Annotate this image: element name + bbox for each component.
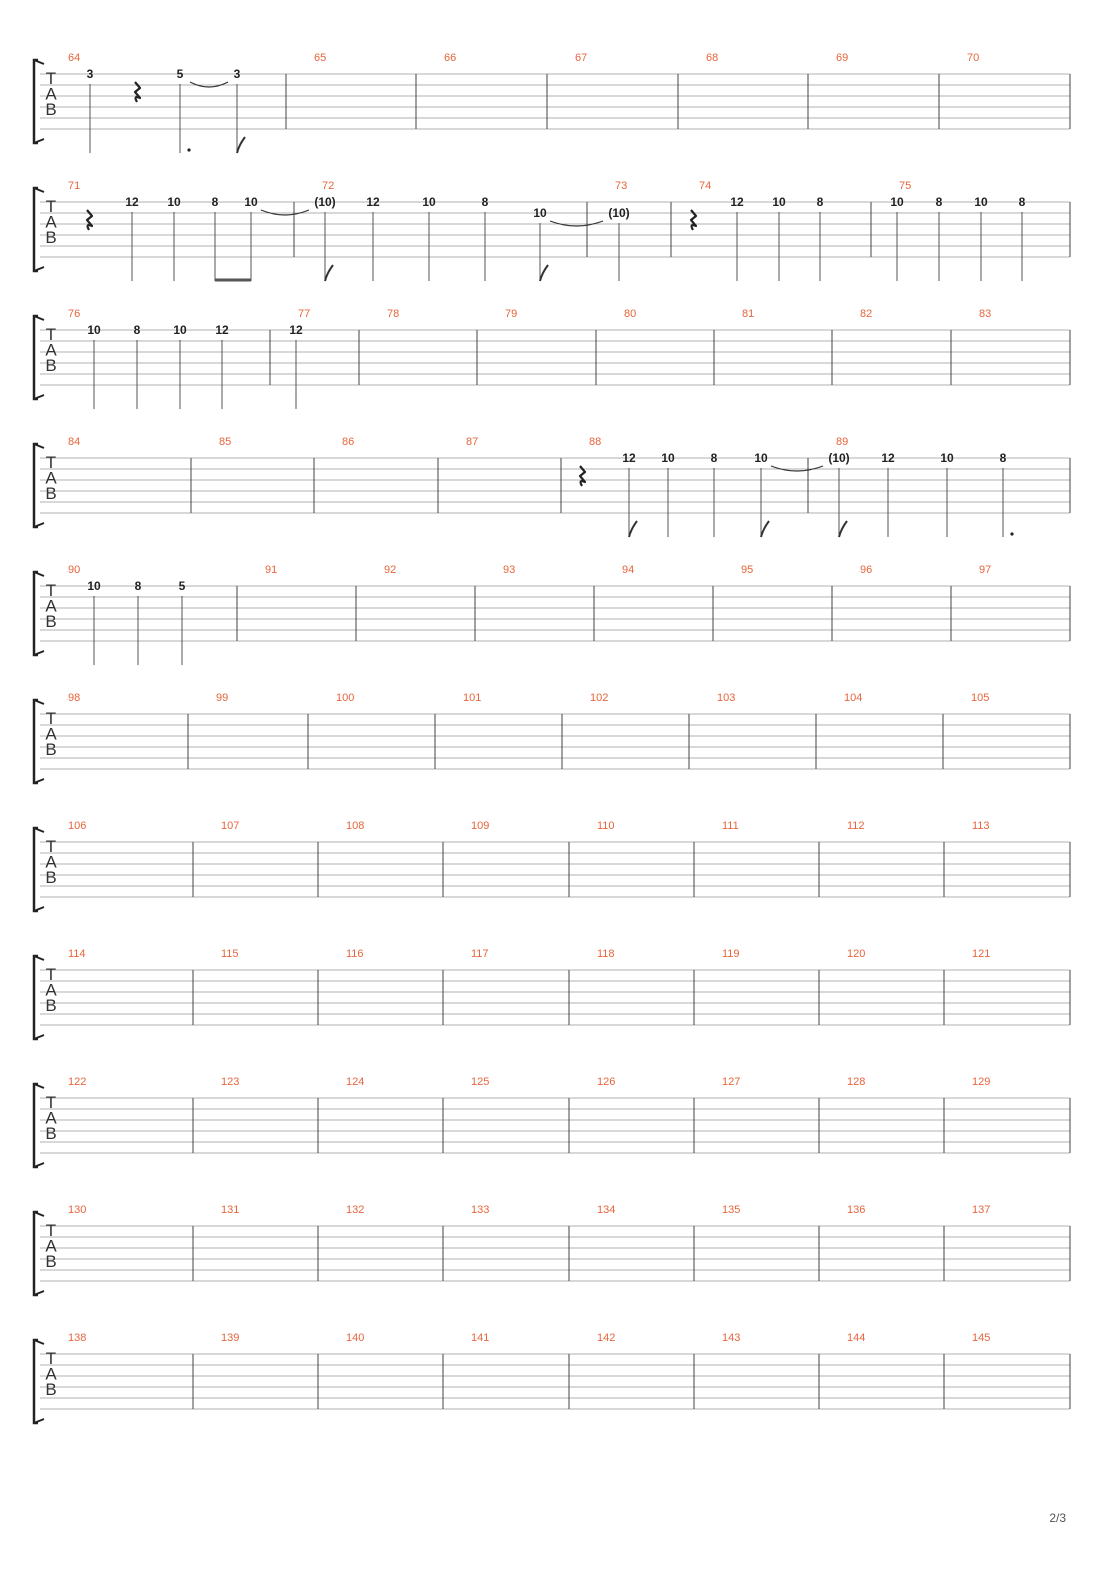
- measure-number: 76: [68, 308, 81, 320]
- measure-number: 80: [624, 308, 637, 320]
- tab-clef-letter: B: [45, 996, 57, 1015]
- measure-number: 108: [346, 820, 365, 832]
- tab-clef-letter: T: [45, 69, 57, 88]
- measure-number: 140: [346, 1332, 365, 1344]
- measure-number: 77: [298, 308, 311, 320]
- bracket-hook-bottom: [34, 779, 44, 783]
- measure-number: 105: [971, 692, 990, 704]
- measure-number: 92: [384, 564, 397, 576]
- tab-clef-letter: B: [45, 1124, 57, 1143]
- tab-clef-letter: A: [45, 852, 57, 872]
- measure-number: 125: [471, 1076, 490, 1088]
- bracket-hook-bottom: [34, 395, 44, 399]
- fret-number: 10: [87, 579, 101, 593]
- bracket-hook-top: [34, 700, 44, 704]
- fret-number: 8: [481, 195, 489, 209]
- measure-number: 139: [221, 1332, 240, 1344]
- bracket-hook-top: [34, 188, 44, 192]
- fret-number: (10): [828, 451, 850, 465]
- measure-number: 100: [336, 692, 355, 704]
- fret-number: 12: [622, 451, 636, 465]
- tab-clef-letter: A: [45, 1108, 57, 1128]
- system-bracket: [34, 828, 38, 911]
- note-flag: [839, 521, 847, 537]
- bracket-hook-top: [34, 1084, 44, 1088]
- tab-clef-letter: A: [45, 1236, 57, 1256]
- fret-number: 12: [215, 323, 229, 337]
- measure-number: 123: [221, 1076, 240, 1088]
- bracket-hook-bottom: [34, 1419, 44, 1423]
- measure-number: 106: [68, 820, 87, 832]
- fret-number: (10): [608, 206, 630, 220]
- tab-clef-letter: B: [45, 1252, 57, 1271]
- measure-number: 124: [346, 1076, 365, 1088]
- bracket-hook-top: [34, 1340, 44, 1344]
- measure-number: 65: [314, 52, 327, 64]
- measure-number: 99: [216, 692, 229, 704]
- measure-number: 73: [615, 180, 628, 192]
- note-flag: [629, 521, 637, 537]
- tab-clef-letter: B: [45, 1380, 57, 1399]
- tab-system: [34, 436, 1070, 537]
- fret-number: 5: [176, 67, 184, 81]
- measure-number: 103: [717, 692, 736, 704]
- fret-number: 5: [178, 579, 186, 593]
- system-bracket: [34, 60, 38, 143]
- measure-number: 118: [597, 948, 615, 960]
- tab-system: [34, 1332, 1070, 1423]
- tab-clef-letter: A: [45, 724, 57, 744]
- measure-number: 95: [741, 564, 754, 576]
- measure-number: 132: [346, 1204, 365, 1216]
- bracket-hook-top: [34, 956, 44, 960]
- measure-number: 74: [699, 180, 712, 192]
- tab-clef-letter: T: [45, 837, 57, 856]
- measure-number: 115: [221, 948, 239, 960]
- measure-number: 101: [463, 692, 482, 704]
- system-bracket: [34, 188, 38, 271]
- tab-system: [34, 820, 1070, 911]
- tab-clef-letter: A: [45, 84, 57, 104]
- tab-clef-letter: A: [45, 340, 57, 360]
- system-bracket: [34, 572, 38, 655]
- measure-number: 72: [322, 180, 335, 192]
- tab-system: [34, 564, 1070, 665]
- tab-clef-letter: B: [45, 740, 57, 759]
- measure-number: 107: [221, 820, 240, 832]
- measure-number: 64: [68, 52, 81, 64]
- measure-number: 102: [590, 692, 609, 704]
- tab-clef-letter: T: [45, 453, 57, 472]
- tab-clef-letter: B: [45, 228, 57, 247]
- measure-number: 143: [722, 1332, 741, 1344]
- measure-number: 114: [68, 948, 86, 960]
- measure-number: 90: [68, 564, 81, 576]
- bracket-hook-top: [34, 60, 44, 64]
- measure-number: 94: [622, 564, 635, 576]
- system-bracket: [34, 700, 38, 783]
- measure-number: 127: [722, 1076, 741, 1088]
- fret-number: 8: [710, 451, 718, 465]
- fret-number: 12: [125, 195, 139, 209]
- measure-number: 96: [860, 564, 873, 576]
- fret-number: (10): [314, 195, 336, 209]
- tab-system: [34, 1076, 1070, 1167]
- measure-number: 142: [597, 1332, 616, 1344]
- note-flag: [761, 521, 769, 537]
- tab-system: [34, 692, 1070, 783]
- bracket-hook-bottom: [34, 1035, 44, 1039]
- note-flag: [540, 265, 548, 281]
- measure-number: 137: [972, 1204, 991, 1216]
- measure-number: 70: [967, 52, 980, 64]
- tab-clef-letter: T: [45, 1221, 57, 1240]
- measure-number: 131: [221, 1204, 240, 1216]
- tab-clef-letter: T: [45, 1349, 57, 1368]
- measure-number: 68: [706, 52, 719, 64]
- fret-number: 3: [86, 67, 94, 81]
- fret-number: 8: [999, 451, 1007, 465]
- system-bracket: [34, 1340, 38, 1423]
- fret-number: 10: [167, 195, 181, 209]
- bracket-hook-top: [34, 572, 44, 576]
- measure-number: 79: [505, 308, 518, 320]
- measure-number: 128: [847, 1076, 866, 1088]
- fret-number: 10: [422, 195, 436, 209]
- measure-number: 98: [68, 692, 81, 704]
- fret-number: 10: [244, 195, 258, 209]
- system-bracket: [34, 444, 38, 527]
- tab-clef-letter: T: [45, 1093, 57, 1112]
- fret-number: 8: [1018, 195, 1026, 209]
- measure-number: 120: [847, 948, 866, 960]
- tab-clef-letter: T: [45, 197, 57, 216]
- measure-number: 89: [836, 436, 849, 448]
- bracket-hook-top: [34, 1212, 44, 1216]
- fret-number: 12: [881, 451, 895, 465]
- system-bracket: [34, 956, 38, 1039]
- measure-number: 66: [444, 52, 457, 64]
- tab-clef-letter: T: [45, 965, 57, 984]
- measure-number: 141: [471, 1332, 490, 1344]
- fret-number: 10: [533, 206, 547, 220]
- measure-number: 83: [979, 308, 992, 320]
- measure-number: 88: [589, 436, 602, 448]
- note-flag: [237, 137, 245, 153]
- fret-number: 8: [134, 579, 142, 593]
- bracket-hook-top: [34, 316, 44, 320]
- bracket-hook-bottom: [34, 523, 44, 527]
- page-number: 2/3: [1049, 1511, 1066, 1525]
- tab-system: [34, 180, 1070, 281]
- measure-number: 69: [836, 52, 849, 64]
- system-bracket: [34, 1212, 38, 1295]
- measure-number: 82: [860, 308, 873, 320]
- fret-number: 8: [133, 323, 141, 337]
- measure-number: 134: [597, 1204, 616, 1216]
- measure-number: 113: [972, 820, 990, 832]
- note-flag: [325, 265, 333, 281]
- measure-number: 112: [847, 820, 865, 832]
- bracket-hook-bottom: [34, 139, 44, 143]
- fret-number: 8: [211, 195, 219, 209]
- measure-number: 86: [342, 436, 355, 448]
- measure-number: 110: [597, 820, 615, 832]
- measure-number: 126: [597, 1076, 616, 1088]
- measure-number: 71: [68, 180, 81, 192]
- fret-number: 12: [366, 195, 380, 209]
- tab-clef-letter: A: [45, 1364, 57, 1384]
- system-bracket: [34, 316, 38, 399]
- fret-number: 10: [87, 323, 101, 337]
- measure-number: 135: [722, 1204, 741, 1216]
- tab-system: [34, 308, 1070, 409]
- fret-number: 12: [289, 323, 303, 337]
- duration-dot: [187, 148, 190, 151]
- measure-number: 130: [68, 1204, 87, 1216]
- duration-dot: [1010, 532, 1013, 535]
- tab-system: [34, 52, 1070, 153]
- bracket-hook-bottom: [34, 1163, 44, 1167]
- measure-number: 67: [575, 52, 588, 64]
- fret-number: 10: [754, 451, 768, 465]
- fret-number: 10: [173, 323, 187, 337]
- fret-number: 8: [816, 195, 824, 209]
- measure-number: 111: [722, 820, 739, 832]
- tab-clef-letter: A: [45, 596, 57, 616]
- tab-clef-letter: A: [45, 468, 57, 488]
- tab-system: [34, 1204, 1070, 1295]
- tab-clef-letter: B: [45, 612, 57, 631]
- measure-number: 78: [387, 308, 400, 320]
- measure-number: 133: [471, 1204, 490, 1216]
- measure-number: 136: [847, 1204, 866, 1216]
- measure-number: 104: [844, 692, 863, 704]
- tab-clef-letter: B: [45, 484, 57, 503]
- tab-clef-letter: T: [45, 325, 57, 344]
- measure-number: 138: [68, 1332, 87, 1344]
- bracket-hook-bottom: [34, 651, 44, 655]
- tab-clef-letter: A: [45, 212, 57, 232]
- measure-number: 122: [68, 1076, 87, 1088]
- fret-number: 3: [233, 67, 241, 81]
- fret-number: 10: [661, 451, 675, 465]
- measure-number: 144: [847, 1332, 866, 1344]
- measure-number: 117: [471, 948, 489, 960]
- measure-number: 145: [972, 1332, 991, 1344]
- tab-clef-letter: B: [45, 356, 57, 375]
- measure-number: 97: [979, 564, 992, 576]
- measure-number: 119: [722, 948, 740, 960]
- measure-number: 75: [899, 180, 912, 192]
- tab-clef-letter: A: [45, 980, 57, 1000]
- measure-number: 84: [68, 436, 81, 448]
- measure-number: 116: [346, 948, 364, 960]
- measure-number: 93: [503, 564, 516, 576]
- fret-number: 8: [935, 195, 943, 209]
- fret-number: 10: [974, 195, 988, 209]
- bracket-hook-bottom: [34, 267, 44, 271]
- tab-clef-letter: T: [45, 709, 57, 728]
- tab-clef-letter: T: [45, 581, 57, 600]
- measure-number: 87: [466, 436, 479, 448]
- measure-number: 109: [471, 820, 490, 832]
- measure-number: 85: [219, 436, 232, 448]
- measure-number: 91: [265, 564, 278, 576]
- tab-clef-letter: B: [45, 868, 57, 887]
- tab-clef-letter: B: [45, 100, 57, 119]
- bracket-hook-top: [34, 828, 44, 832]
- measure-number: 121: [972, 948, 991, 960]
- bracket-hook-bottom: [34, 907, 44, 911]
- fret-number: 10: [890, 195, 904, 209]
- bracket-hook-bottom: [34, 1291, 44, 1295]
- system-bracket: [34, 1084, 38, 1167]
- measure-number: 81: [742, 308, 755, 320]
- bracket-hook-top: [34, 444, 44, 448]
- fret-number: 10: [772, 195, 786, 209]
- fret-number: 10: [940, 451, 954, 465]
- tab-system: [34, 948, 1070, 1039]
- measure-number: 129: [972, 1076, 991, 1088]
- fret-number: 12: [730, 195, 744, 209]
